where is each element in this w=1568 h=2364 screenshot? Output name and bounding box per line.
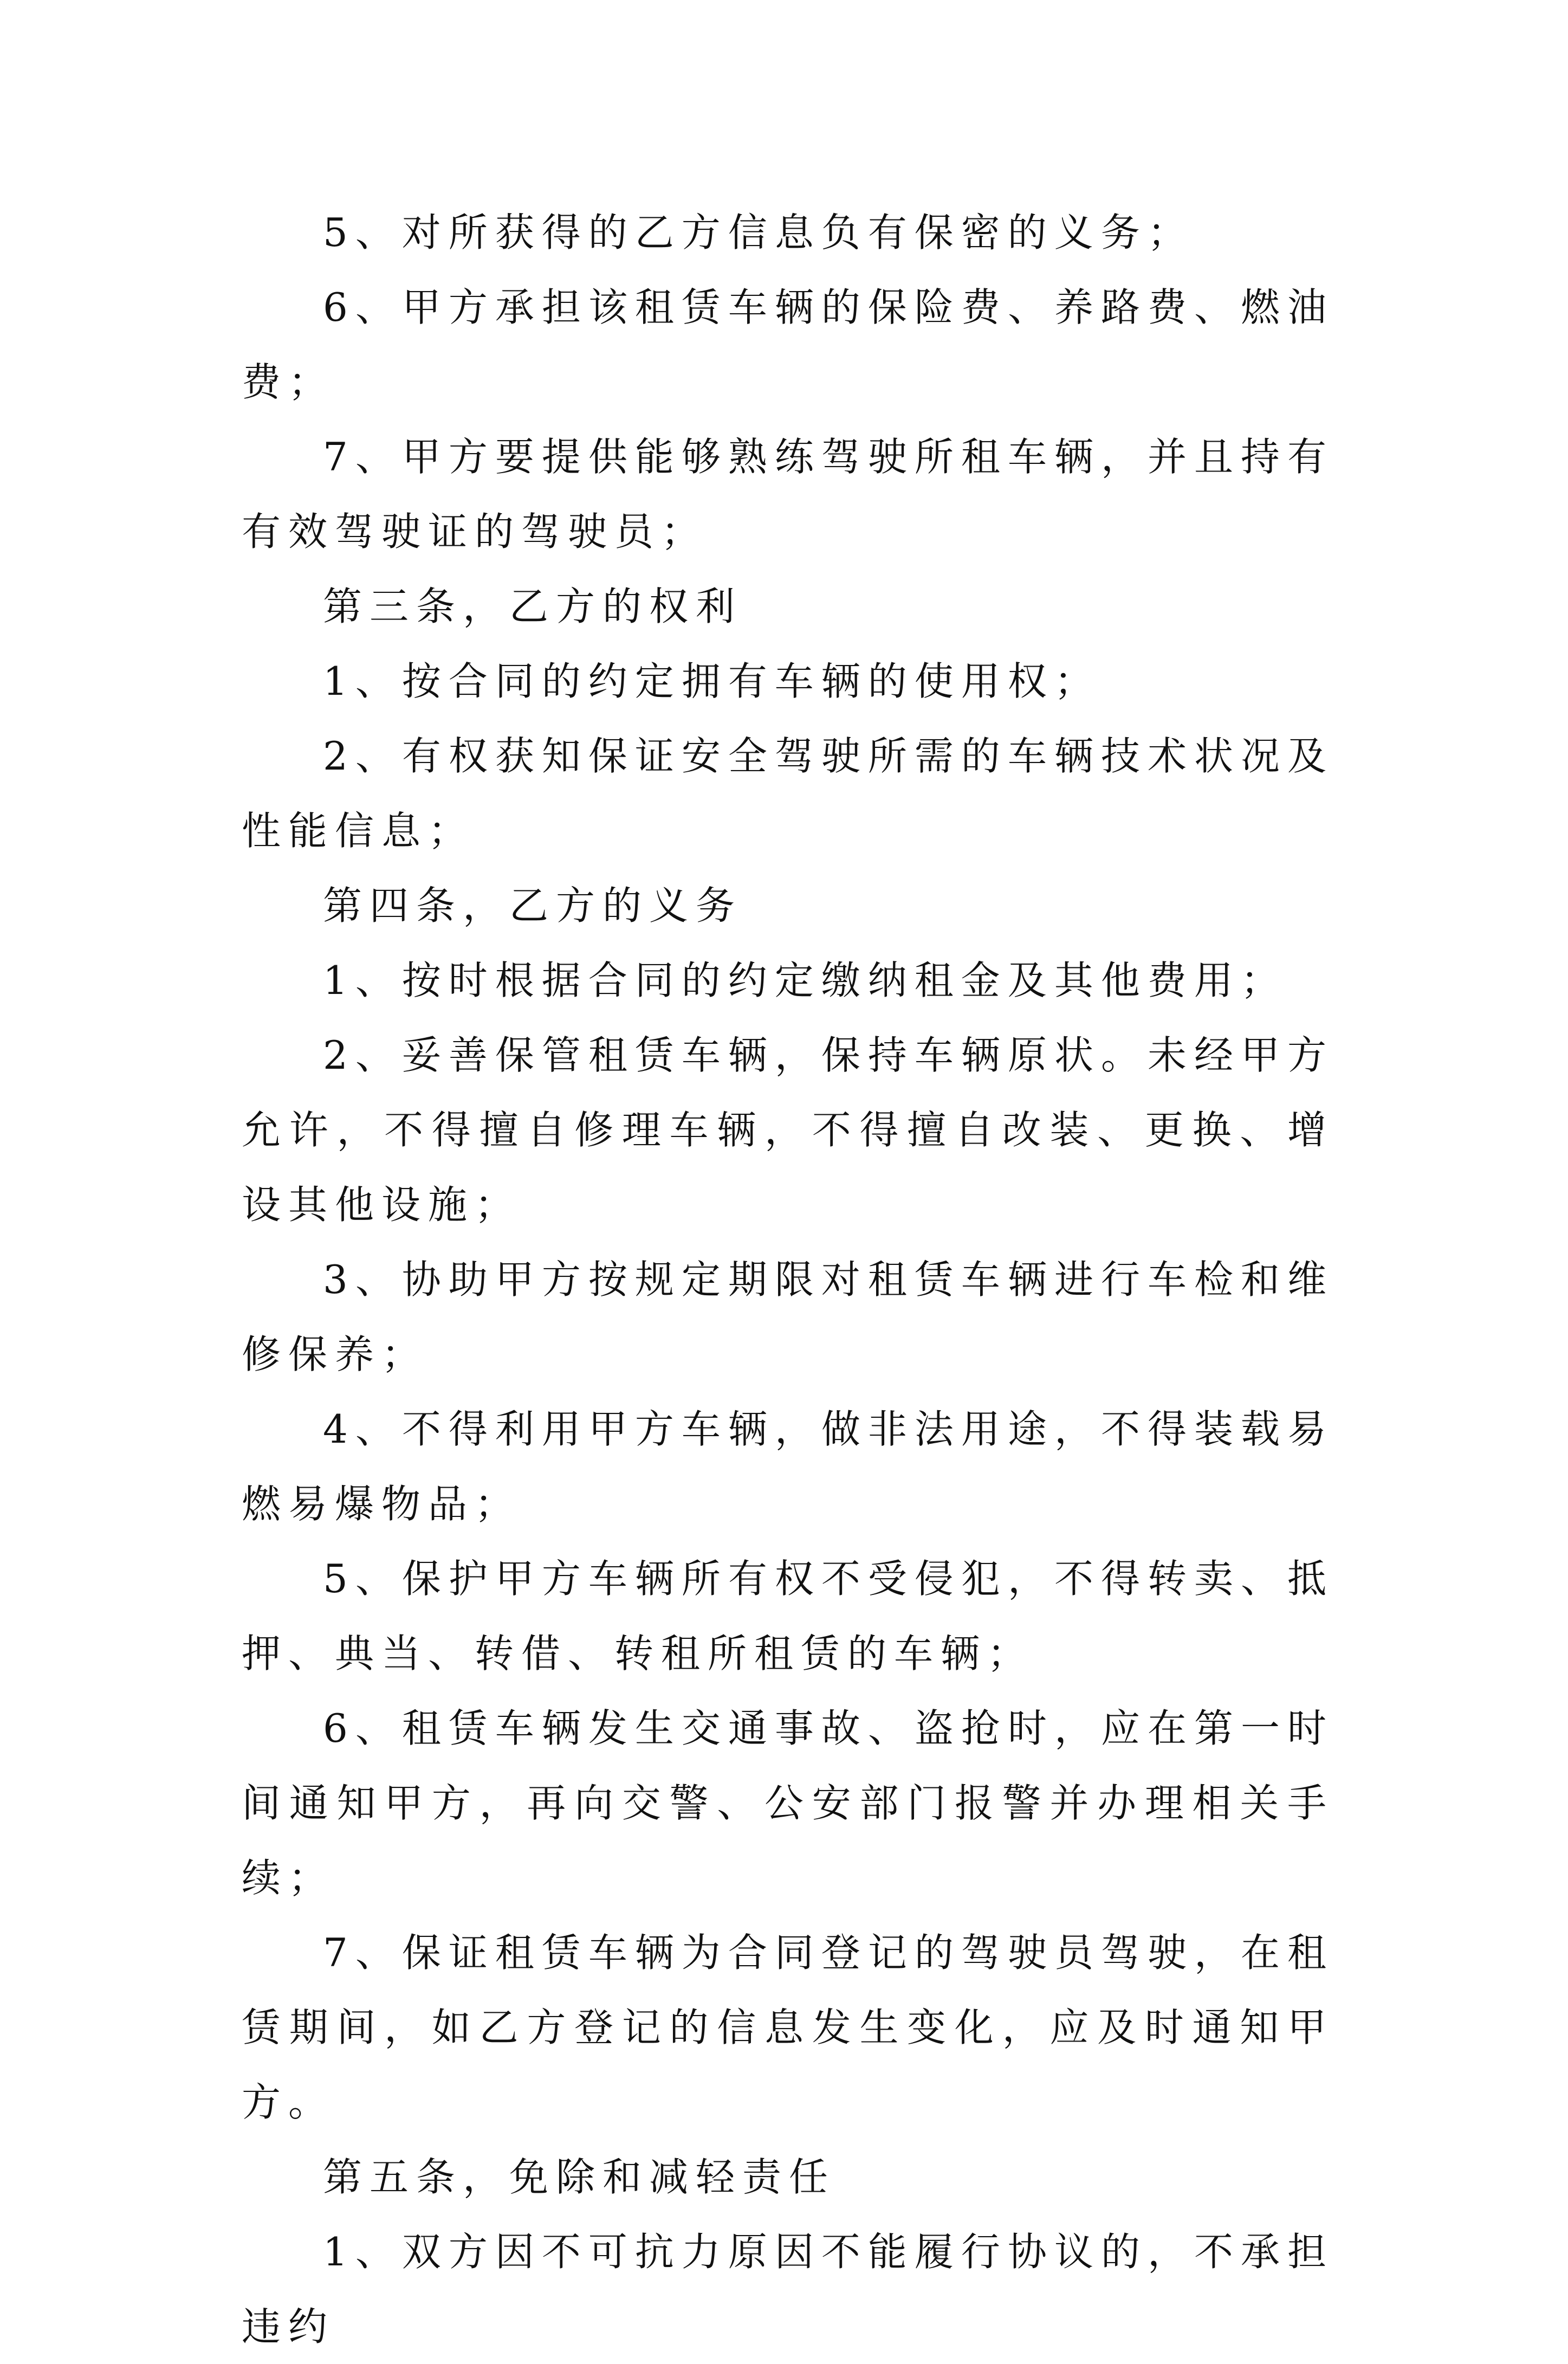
- paragraph-ownership: 5、保护甲方车辆所有权不受侵犯，不得转卖、抵押、典当、转借、转租所租赁的车辆；: [242, 1556, 1334, 1676]
- section-heading-party-b-obligations: 第四条，乙方的义务: [323, 883, 743, 928]
- paragraph-maintenance: 3、协助甲方按规定期限对租赁车辆进行车检和维修保养；: [242, 1257, 1334, 1377]
- paragraph-fees: 6、甲方承担该租赁车辆的保险费、养路费、燃油费；: [242, 285, 1334, 405]
- paragraph-registered-driver: 7、保证租赁车辆为合同登记的驾驶员驾驶，在租赁期间，如乙方登记的信息发生变化，应及时通知甲方。: [242, 1930, 1334, 2125]
- paragraph-info-right: 2、有权获知保证安全驾驶所需的车辆技术状况及性能信息；: [242, 733, 1334, 854]
- paragraph-payment: 1、按时根据合同的约定缴纳租金及其他费用；: [323, 958, 1287, 1003]
- paragraph-usage-right: 1、按合同的约定拥有车辆的使用权；: [323, 658, 1101, 704]
- section-heading-party-b-rights: 第三条，乙方的权利: [323, 584, 743, 629]
- paragraph-legal-use: 4、不得利用甲方车辆，做非法用途，不得装载易燃易爆物品；: [242, 1406, 1334, 1527]
- paragraph-confidentiality: 5、对所获得的乙方信息负有保密的义务；: [323, 210, 1194, 255]
- paragraph-driver: 7、甲方要提供能够熟练驾驶所租车辆，并且持有有效驾驶证的驾驶员；: [242, 434, 1334, 554]
- document-body: [242, 195, 1334, 2364]
- section-heading-exemption: 第五条，免除和减轻责任: [323, 2154, 836, 2200]
- paragraph-accident: 6、租赁车辆发生交通事故、盗抢时，应在第一时间通知甲方，再向交警、公安部门报警并办理相关手续；: [242, 1706, 1334, 1901]
- paragraph-custody: 2、妥善保管租赁车辆，保持车辆原状。未经甲方允许，不得擅自修理车辆，不得擅自改装、更换、增设其他设施；: [242, 1032, 1334, 1228]
- paragraph-force-majeure: 1、双方因不可抗力原因不能履行协议的，不承担违约: [242, 2229, 1334, 2349]
